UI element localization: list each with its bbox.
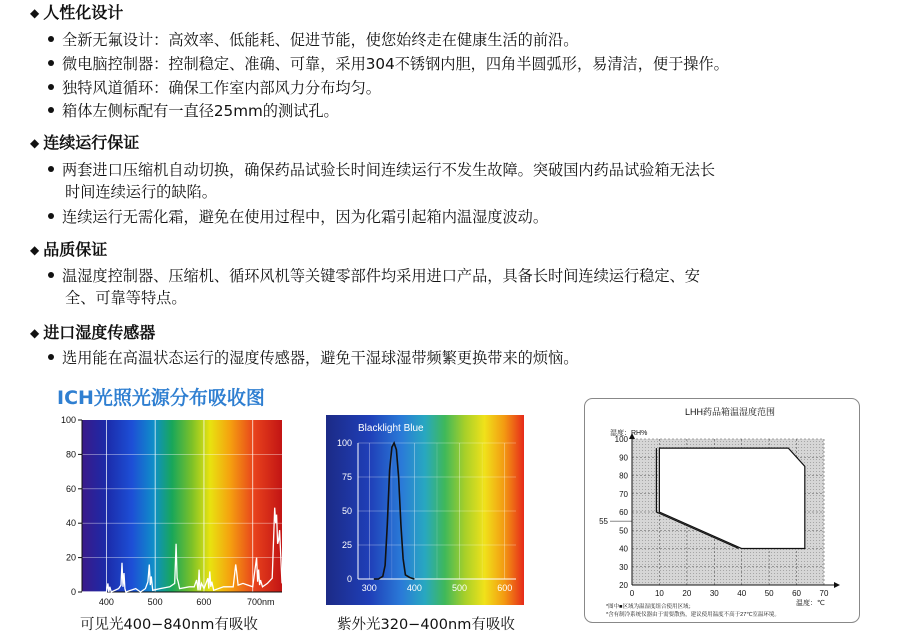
chart-note: *含有制冷系统仪器由于需要散热，建议使用温度不高于27℃室温环境。 bbox=[606, 612, 780, 618]
x-tick-label: 0 bbox=[629, 589, 635, 598]
x-tick-label: 600 bbox=[497, 583, 513, 593]
section-title bbox=[30, 0, 123, 23]
x-tick-label: 700nm bbox=[246, 597, 275, 607]
x-tick-label: 400 bbox=[98, 597, 114, 607]
visible-light-caption: 可见光400−840nm有吸收 bbox=[80, 617, 258, 633]
visible-light-chart bbox=[52, 412, 288, 612]
list-item-text: 连续运行无需化霜，避免在使用过程中，因为化霜引起箱内温湿度波动。 bbox=[62, 208, 548, 226]
x-tick-label: 60 bbox=[792, 589, 802, 598]
x-tick-label: 500 bbox=[147, 597, 163, 607]
bullet-dot-icon bbox=[48, 60, 54, 66]
y-tick-label: 100 bbox=[614, 435, 628, 444]
list-item bbox=[48, 207, 548, 227]
y-tick-label: 0 bbox=[346, 574, 352, 584]
x-tick-label: 20 bbox=[682, 589, 692, 598]
list-item-text: 选用能在高温状态运行的湿度传感器，避免干湿球湿带频繁更换带来的烦恼。 bbox=[62, 349, 579, 367]
diamond-bullet-icon: ◆ bbox=[30, 6, 40, 20]
blacklight-caption: 紫外光320−400nm有吸收 bbox=[337, 617, 515, 633]
bullet-dot-icon bbox=[48, 354, 54, 360]
chart-title: LHH药品箱温湿度范围 bbox=[684, 407, 776, 417]
list-item bbox=[48, 348, 578, 368]
x-tick-label: 30 bbox=[709, 589, 719, 598]
y-tick-label: 70 bbox=[619, 489, 628, 499]
list-item-text: 全新无氟设计：高效率、低能耗、促进节能，使您始终走在健康生活的前沿。 bbox=[62, 31, 579, 49]
section-title-text: 连续运行保证 bbox=[43, 133, 140, 152]
y-tick-label: 50 bbox=[341, 506, 352, 516]
list-item-continuation: 全、可靠等特点。 bbox=[65, 289, 187, 307]
y-tick-label: 75 bbox=[341, 472, 352, 482]
diamond-bullet-icon: ◆ bbox=[30, 136, 40, 150]
list-item bbox=[48, 160, 715, 180]
temp-humidity-range-chart bbox=[584, 398, 860, 623]
list-item bbox=[48, 266, 700, 286]
section-title-text: 品质保证 bbox=[43, 240, 108, 259]
y-tick-label: 0 bbox=[70, 587, 76, 597]
y-tick-label: 20 bbox=[619, 581, 628, 590]
list-item-text: 独特风道循环：确保工作室内部风力分布均匀。 bbox=[62, 79, 381, 97]
bullet-dot-icon bbox=[48, 272, 54, 278]
bullet-dot-icon bbox=[48, 107, 54, 113]
x-tick-label: 70 bbox=[819, 589, 829, 598]
y-tick-label: 20 bbox=[65, 552, 76, 563]
chart-note: *图中■区域为温湿度组合使用区域； bbox=[606, 604, 694, 610]
section-title bbox=[30, 130, 139, 153]
chart-heading: ICH光照光源分布吸收图 bbox=[57, 387, 265, 409]
x-tick-label: 600 bbox=[196, 597, 212, 607]
bullet-dot-icon bbox=[48, 84, 54, 90]
list-item-text: 温湿度控制器、压缩机、循环风机等关键零部件均采用进口产品，具备长时间连续运行稳定、安 bbox=[62, 267, 700, 285]
section-title-text: 进口湿度传感器 bbox=[43, 323, 156, 342]
y-tick-label: 100 bbox=[336, 438, 352, 448]
list-item-text: 微电脑控制器：控制稳定、准确、可靠，采用304不锈钢内胆，四角半圆弧形，易清洁，便于操作。 bbox=[62, 55, 729, 73]
blacklight-chart bbox=[326, 415, 524, 605]
section-title bbox=[30, 237, 107, 260]
y-tick-label: 50 bbox=[619, 526, 628, 536]
y-tick-label: 100 bbox=[60, 415, 76, 425]
y-tick-label: 25 bbox=[341, 540, 352, 550]
spectrum-background bbox=[82, 420, 282, 592]
y-tick-label: 30 bbox=[619, 562, 628, 572]
x-tick-label: 50 bbox=[764, 589, 774, 598]
section-title-text: 人性化设计 bbox=[43, 3, 124, 22]
chart-title: Blacklight Blue bbox=[358, 423, 424, 434]
y-extra-tick-label: 55 bbox=[599, 517, 608, 527]
list-item bbox=[48, 101, 339, 121]
bullet-dot-icon bbox=[48, 36, 54, 42]
y-tick-label: 60 bbox=[619, 508, 628, 517]
section-title bbox=[30, 320, 155, 343]
x-tick-label: 300 bbox=[361, 583, 377, 593]
y-tick-label: 80 bbox=[619, 471, 628, 481]
y-tick-label: 60 bbox=[65, 483, 76, 494]
spectrum-background bbox=[326, 415, 524, 605]
list-item bbox=[48, 54, 729, 74]
diamond-bullet-icon: ◆ bbox=[30, 243, 40, 257]
y-axis-label: 湿度：RH% bbox=[610, 430, 648, 437]
x-axis-label: 温度：℃ bbox=[796, 600, 825, 607]
bullet-dot-icon bbox=[48, 166, 54, 172]
list-item bbox=[48, 78, 381, 98]
diamond-bullet-icon: ◆ bbox=[30, 326, 40, 340]
x-tick-label: 40 bbox=[737, 589, 747, 598]
y-tick-label: 40 bbox=[65, 518, 76, 529]
x-tick-label: 400 bbox=[406, 583, 422, 593]
y-tick-label: 80 bbox=[65, 449, 76, 460]
list-item-text: 箱体左侧标配有一直径25mm的测试孔。 bbox=[62, 102, 339, 120]
y-tick-label: 90 bbox=[619, 453, 628, 463]
list-item-text: 两套进口压缩机自动切换，确保药品试验长时间连续运行不发生故障。突破国内药品试验箱无法长 bbox=[62, 161, 716, 179]
list-item-continuation: 时间连续运行的缺陷。 bbox=[65, 183, 217, 201]
list-item bbox=[48, 30, 578, 50]
x-tick-label: 500 bbox=[452, 583, 468, 593]
bullet-dot-icon bbox=[48, 213, 54, 219]
y-tick-label: 40 bbox=[619, 544, 628, 554]
x-tick-label: 10 bbox=[654, 589, 664, 598]
